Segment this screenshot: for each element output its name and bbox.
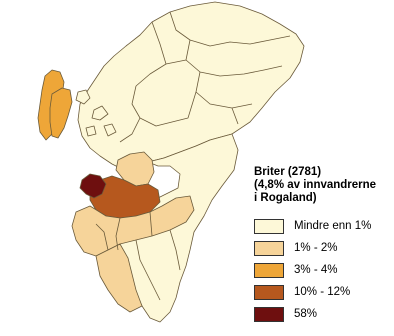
legend-swatch bbox=[254, 263, 284, 278]
legend-title-line-1: Briter (2781) bbox=[254, 166, 322, 178]
legend-label: 58% bbox=[294, 308, 318, 320]
legend-swatch bbox=[254, 219, 284, 234]
region-bokn-islands bbox=[50, 88, 72, 138]
legend-label: 3% - 4% bbox=[294, 264, 338, 276]
legend-swatch bbox=[254, 285, 284, 300]
legend-label: 10% - 12% bbox=[294, 286, 351, 298]
legend-title bbox=[254, 166, 376, 205]
legend-label: Mindre enn 1% bbox=[294, 220, 372, 232]
legend-title-line-3: i Rogaland) bbox=[254, 192, 317, 204]
legend-swatch bbox=[254, 307, 284, 322]
legend-swatch bbox=[254, 241, 284, 256]
region-northern-interior bbox=[78, 2, 304, 170]
legend-title-line-2: (4,8% av innvandrerne bbox=[254, 179, 377, 191]
legend-label: 1% - 2% bbox=[294, 242, 338, 254]
